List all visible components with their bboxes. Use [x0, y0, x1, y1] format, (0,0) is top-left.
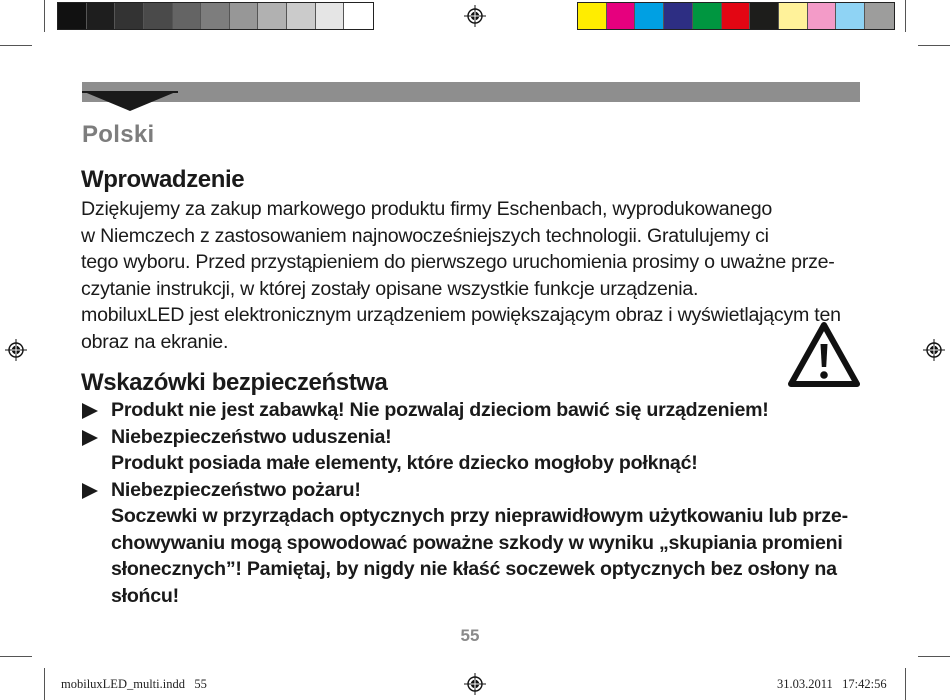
- color-swatch: [607, 3, 636, 29]
- footer-datetime: 31.03.2011 17:42:56: [777, 677, 887, 691]
- gray-swatch: [230, 3, 259, 29]
- safety-line: Produkt posiada małe elementy, które dziecko mogłoby połknąć!: [111, 452, 698, 474]
- intro-line: mobiluxLED jest elektronicznym urządzeniem powiększającym obraz i wyświetlającym ten: [81, 304, 841, 326]
- safety-list: [81, 397, 881, 609]
- registration-mark-left-icon: [5, 339, 27, 361]
- gray-swatch: [316, 3, 345, 29]
- intro-line: Dziękujemy za zakup markowego produktu firmy Eschenbach, wyprodukowanego: [81, 198, 772, 220]
- page-number: 55: [460, 626, 480, 645]
- bullet-arrow-icon: [82, 403, 98, 419]
- color-swatch: [635, 3, 664, 29]
- crop-mark-top-right-v: [905, 0, 906, 32]
- registration-mark-top-icon: [464, 5, 486, 27]
- safety-line: słonecznych”! Pamiętaj, by nigdy nie kłaść soczewek optycznych bez osłony na: [111, 558, 837, 580]
- bullet-arrow-icon: [82, 483, 98, 499]
- language-title: Polski: [82, 121, 155, 148]
- gray-calibration-bar: [57, 2, 374, 30]
- color-swatch: [664, 3, 693, 29]
- crop-mark-bottom-right-v: [905, 668, 906, 700]
- crop-mark-bottom-left-v: [44, 668, 45, 700]
- intro-line: czytanie instrukcji, w której zostały opisane wszystkie funkcje urządzenia.: [81, 277, 699, 300]
- color-swatch: [836, 3, 865, 29]
- intro-line: obraz na ekranie.: [81, 330, 229, 353]
- bullet-arrow-icon: [82, 430, 98, 446]
- crop-mark-top-left-h: [0, 45, 32, 46]
- color-swatch: [693, 3, 722, 29]
- gray-swatch: [144, 3, 173, 29]
- gray-swatch: [173, 3, 202, 29]
- intro-paragraph: [81, 196, 871, 355]
- color-swatch: [722, 3, 751, 29]
- safety-line: Produkt nie jest zabawką! Nie pozwalaj dzieciom bawić się urządzeniem!: [111, 399, 769, 421]
- crop-mark-bottom-right-h: [918, 656, 950, 657]
- gray-swatch: [87, 3, 116, 29]
- safety-line: chowywaniu mogą spowodować poważne szkody w wyniku „skupiania promieni: [111, 531, 843, 554]
- safety-line: Niebezpieczeństwo uduszenia!: [111, 425, 392, 448]
- safety-heading: Wskazówki bezpieczeństwa: [81, 369, 388, 396]
- gray-swatch: [287, 3, 316, 29]
- crop-mark-bottom-left-h: [0, 656, 32, 657]
- color-swatch: [865, 3, 894, 29]
- safety-line: Soczewki w przyrządach optycznych przy nieprawidłowym użytkowaniu lub prze-: [111, 505, 848, 527]
- color-swatch: [808, 3, 837, 29]
- warning-triangle-icon: [787, 320, 861, 390]
- gray-swatch: [258, 3, 287, 29]
- gray-swatch: [115, 3, 144, 29]
- intro-heading: Wprowadzenie: [81, 166, 245, 193]
- section-arrow-icon: [82, 91, 178, 111]
- gray-swatch: [201, 3, 230, 29]
- safety-item: [81, 424, 881, 477]
- safety-item: [81, 397, 881, 424]
- intro-line: tego wyboru. Przed przystąpieniem do pierwszego uruchomienia prosimy o uważne prze-: [81, 251, 835, 273]
- footer-filename: mobiluxLED_multi.indd 55: [61, 677, 207, 691]
- section-header-band: [82, 82, 860, 102]
- color-swatch: [779, 3, 808, 29]
- color-calibration-bar: [577, 2, 895, 30]
- registration-mark-bottom-icon: [464, 673, 486, 695]
- intro-line: w Niemczech z zastosowaniem najnowocześniejszych technologii. Gratulujemy ci: [81, 224, 769, 247]
- color-swatch: [578, 3, 607, 29]
- safety-item: [81, 477, 881, 610]
- crop-mark-top-right-h: [918, 45, 950, 46]
- safety-line: słońcu!: [111, 584, 179, 607]
- gray-swatch: [58, 3, 87, 29]
- crop-mark-top-left-v: [44, 0, 45, 32]
- registration-mark-right-icon: [923, 339, 945, 361]
- safety-line: Niebezpieczeństwo pożaru!: [111, 478, 361, 501]
- gray-swatch: [344, 3, 373, 29]
- color-swatch: [750, 3, 779, 29]
